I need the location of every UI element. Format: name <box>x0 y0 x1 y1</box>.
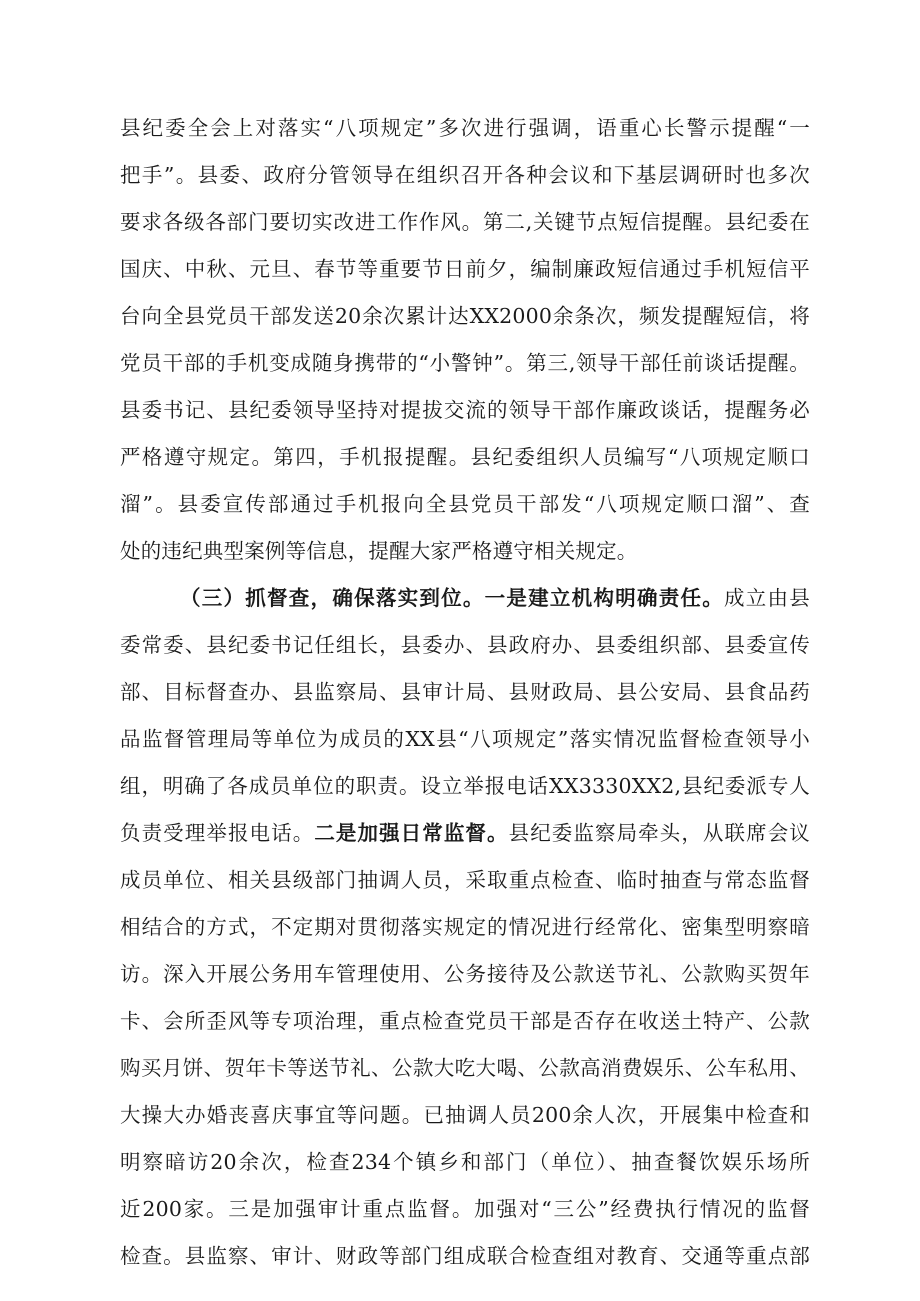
text-line: 严格遵守规定。第四，手机报提醒。县纪委组织人员编写“八项规定顺口 <box>120 445 810 469</box>
text-line: 相结合的方式，不定期对贯彻落实规定的情况进行经常化、密集型明察暗 <box>120 915 810 939</box>
section-heading-line <box>180 580 810 616</box>
text-line: 检查。县监察、审计、财政等部门组成联合检查组对教育、交通等重点部 <box>120 1244 810 1268</box>
text-line: 购买月饼、贺年卡等送节礼、公款大吃大喝、公款高消费娱乐、公车私用、 <box>120 1056 810 1080</box>
text-line: 国庆、中秋、元旦、春节等重要节日前夕，编制廉政短信通过手机短信平 <box>120 257 810 281</box>
text-line: 近200家。三是加强审计重点监督。加强对“三公”经费执行情况的监督 <box>120 1197 810 1221</box>
text-line <box>120 815 810 851</box>
text-line: 溜”。县委宣传部通过手机报向全县党员干部发“八项规定顺口溜”、查 <box>120 492 810 516</box>
text-line: 卡、会所歪风等专项治理，重点检查党员干部是否存在收送土特产、公款 <box>120 1009 810 1033</box>
text-line: 把手”。县委、政府分管领导在组织召开各种会议和下基层调研时也多次 <box>120 163 810 187</box>
subsection-title: 二是加强日常监督。 <box>314 821 509 845</box>
subsection-title: 一是建立机构明确责任。 <box>484 586 724 610</box>
text-line: 成员单位、相关县级部门抽调人员，采取重点检查、临时抽查与常态监督 <box>120 868 810 892</box>
text-line: 县委书记、县纪委领导坚持对提拔交流的领导干部作廉政谈话，提醒务必 <box>120 398 810 422</box>
text-span: 负责受理举报电话。 <box>120 821 315 845</box>
text-line: 县纪委全会上对落实“八项规定”多次进行强调，语重心长警示提醒“一 <box>120 116 810 140</box>
text-line: 台向全县党员干部发送20余次累计达XX2000余条次，频发提醒短信，将 <box>120 304 810 328</box>
text-line: 明察暗访20余次，检查234个镇乡和部门（单位）、抽查餐饮娱乐场所 <box>120 1150 810 1174</box>
text-line: 处的违纪典型案例等信息，提醒大家严格遵守相关规定。 <box>120 539 638 563</box>
text-line: 品监督管理局等单位为成员的XX县“八项规定”落实情况监督检查领导小 <box>120 727 810 751</box>
text-line: 部、目标督查办、县监察局、县审计局、县财政局、县公安局、县食品药 <box>120 680 810 704</box>
text-line: 组，明确了各成员单位的职责。设立举报电话XX3330XX2,县纪委派专人 <box>120 774 810 798</box>
text-line: 访。深入开展公务用车管理使用、公务接待及公款送节礼、公款购买贺年 <box>120 962 810 986</box>
text-line: 要求各级各部门要切实改进工作作风。第二,关键节点短信提醒。县纪委在 <box>120 210 810 234</box>
section-heading: （三）抓督查，确保落实到位。 <box>180 586 485 610</box>
text-line: 委常委、县纪委书记任组长，县委办、县政府办、县委组织部、县委宣传 <box>120 633 810 657</box>
text-span: 成立由县 <box>724 586 810 610</box>
text-line: 大操大办婚丧喜庆事宜等问题。已抽调人员200余人次，开展集中检查和 <box>120 1103 810 1127</box>
text-span: 县纪委监察局牵头，从联席会议 <box>508 821 810 845</box>
text-line: 党员干部的手机变成随身携带的“小警钟”。第三,领导干部任前谈话提醒。 <box>120 351 810 375</box>
